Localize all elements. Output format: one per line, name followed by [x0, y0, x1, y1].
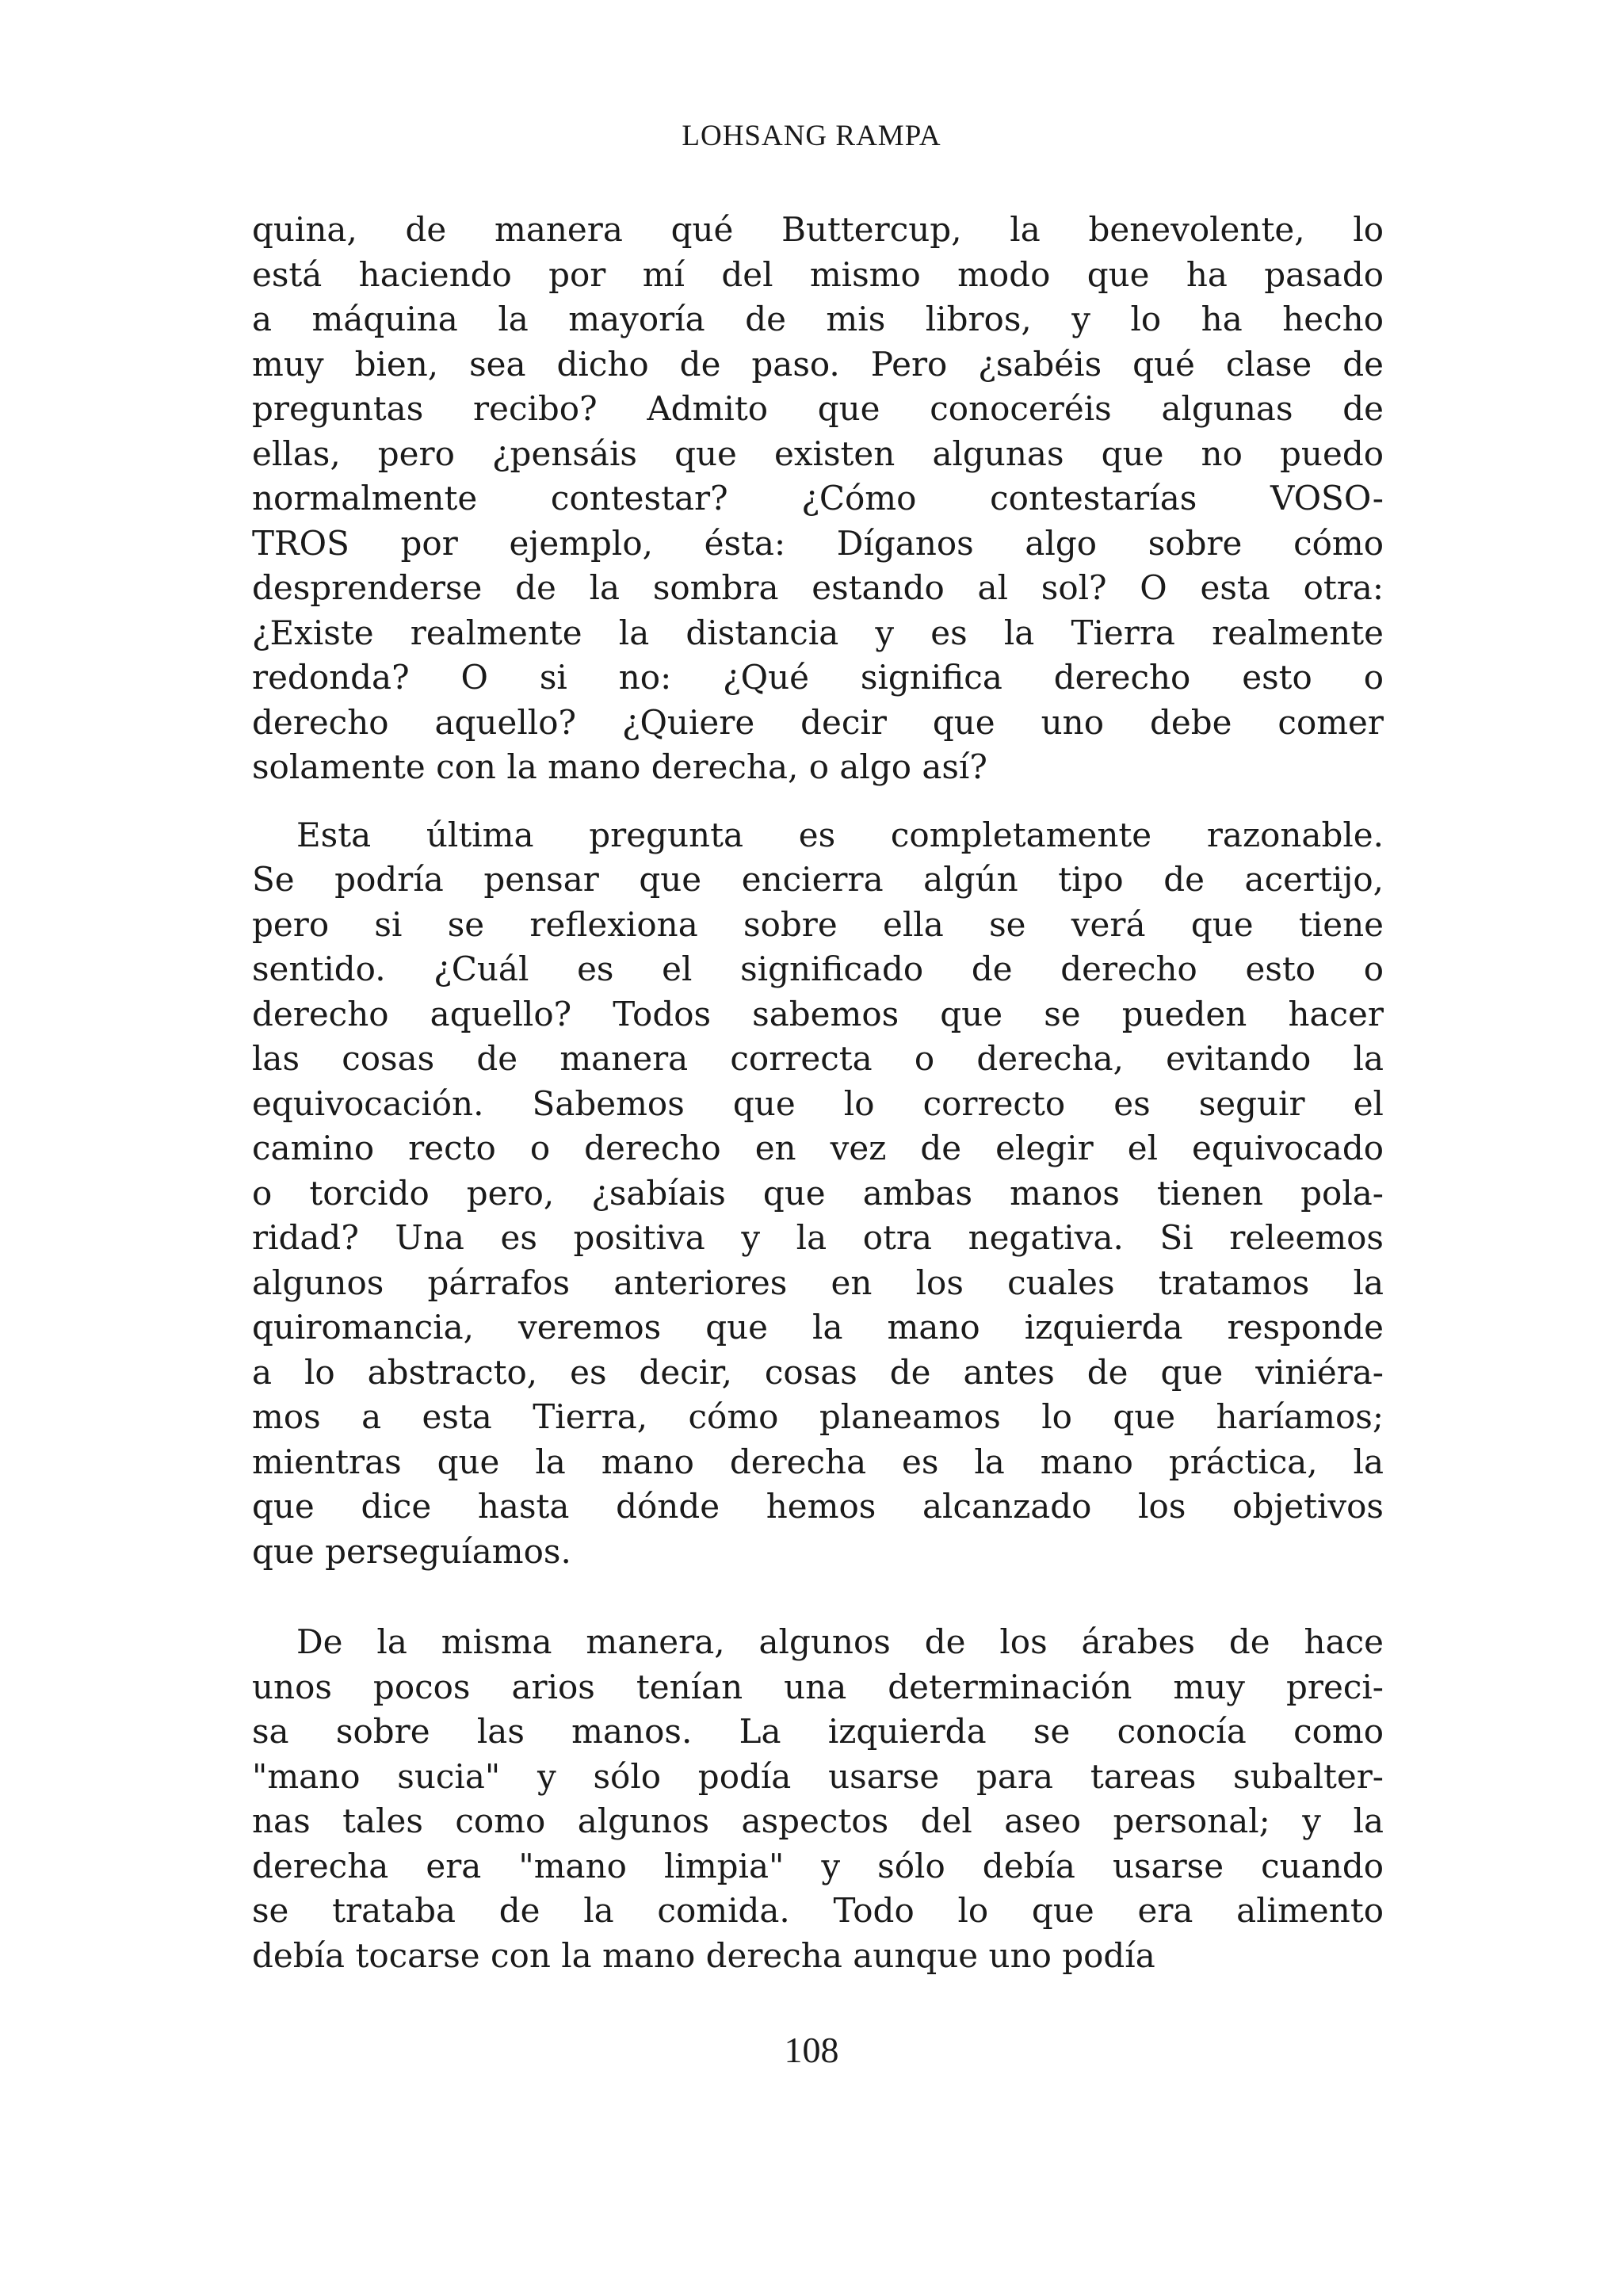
text-line: o torcido pero, ¿sabíais que ambas manos tienen pola- [252, 1173, 1384, 1213]
text-line: derecho aquello? Todos sabemos que se pueden hacer [252, 994, 1384, 1033]
text-line: De la misma manera, algunos de los árabes de hace [296, 1622, 1384, 1661]
text-line: desprenderse de la sombra estando al sol? O esta otra: [252, 568, 1384, 607]
text-line: quiromancia, veremos que la mano izquierda responde [252, 1308, 1384, 1347]
text-line: Esta última pregunta es completamente razonable. [296, 815, 1384, 854]
text-line: "mano sucia" y sólo podía usarse para tareas subalter- [252, 1756, 1384, 1796]
text-line: redonda? O si no: ¿Qué significa derecho esto o [252, 658, 1384, 697]
running-head: LOHSANG RAMPA [682, 120, 941, 152]
text-line: nas tales como algunos aspectos del aseo personal; y la [252, 1801, 1384, 1840]
text-line: equivocación. Sabemos que lo correcto es seguir el [252, 1083, 1384, 1123]
text-line: se trataba de la comida. Todo lo que era alimento [252, 1891, 1384, 1930]
text-line: unos pocos arios tenían una determinación muy preci- [252, 1667, 1384, 1706]
text-line: pero si se reflexiona sobre ella se verá que tiene [252, 904, 1384, 944]
text-line: sa sobre las manos. La izquierda se conocía como [252, 1712, 1384, 1751]
text-line: a lo abstracto, es decir, cosas de antes de que viniéra- [252, 1352, 1384, 1392]
text-line: mos a esta Tierra, cómo planeamos lo que haríamos; [252, 1397, 1384, 1436]
text-line: Se podría pensar que encierra algún tipo de acertijo, [252, 860, 1384, 899]
paragraph-1 [252, 208, 1384, 790]
text-line: las cosas de manera correcta o derecha, evitando la [252, 1039, 1384, 1078]
text-line: mientras que la mano derecha es la mano práctica, la [252, 1442, 1384, 1481]
text-line: camino recto o derecho en vez de elegir el equivocado [252, 1129, 1384, 1167]
text-line: está haciendo por mí del mismo modo que ha pasado [252, 254, 1384, 294]
text-line: muy bien, sea dicho de paso. Pero ¿sabéis qué clase de [252, 344, 1384, 384]
text-line: debía tocarse con la mano derecha aunque uno podía [252, 1935, 1155, 1975]
text-line: a máquina la mayoría de mis libros, y lo ha hecho [252, 300, 1384, 338]
text-line: algunos párrafos anteriores en los cuales tratamos la [252, 1263, 1384, 1302]
paragraph-2 [252, 813, 1384, 1575]
paragraph-3 [252, 1620, 1384, 1978]
text-line: sentido. ¿Cuál es el significado de derecho esto o [252, 949, 1384, 988]
text-line: que dice hasta dónde hemos alcanzado los objetivos [252, 1487, 1384, 1526]
text-line: ellas, pero ¿pensáis que existen algunas que no puedo [252, 434, 1384, 473]
text-line: normalmente contestar? ¿Cómo contestarías VOSO- [252, 479, 1384, 518]
page-number: 108 [784, 2030, 839, 2070]
text-line: que perseguíamos. [252, 1531, 571, 1571]
text-line: derecha era "mano limpia" y sólo debía usarse cuando [252, 1846, 1384, 1885]
text-line: solamente con la mano derecha, o algo así? [252, 747, 987, 786]
text-line: quina, de manera qué Buttercup, la benevolente, lo [252, 210, 1384, 249]
text-line: derecho aquello? ¿Quiere decir que uno debe comer [252, 702, 1384, 742]
text-line: preguntas recibo? Admito que conoceréis algunas de [252, 389, 1384, 428]
text-line: ¿Existe realmente la distancia y es la Tierra realmente [252, 613, 1384, 652]
text-line: TROS por ejemplo, ésta: Díganos algo sobre cómo [252, 523, 1384, 563]
body-text [252, 208, 1384, 1978]
text-line: ridad? Una es positiva y la otra negativa. Si releemos [252, 1218, 1384, 1257]
